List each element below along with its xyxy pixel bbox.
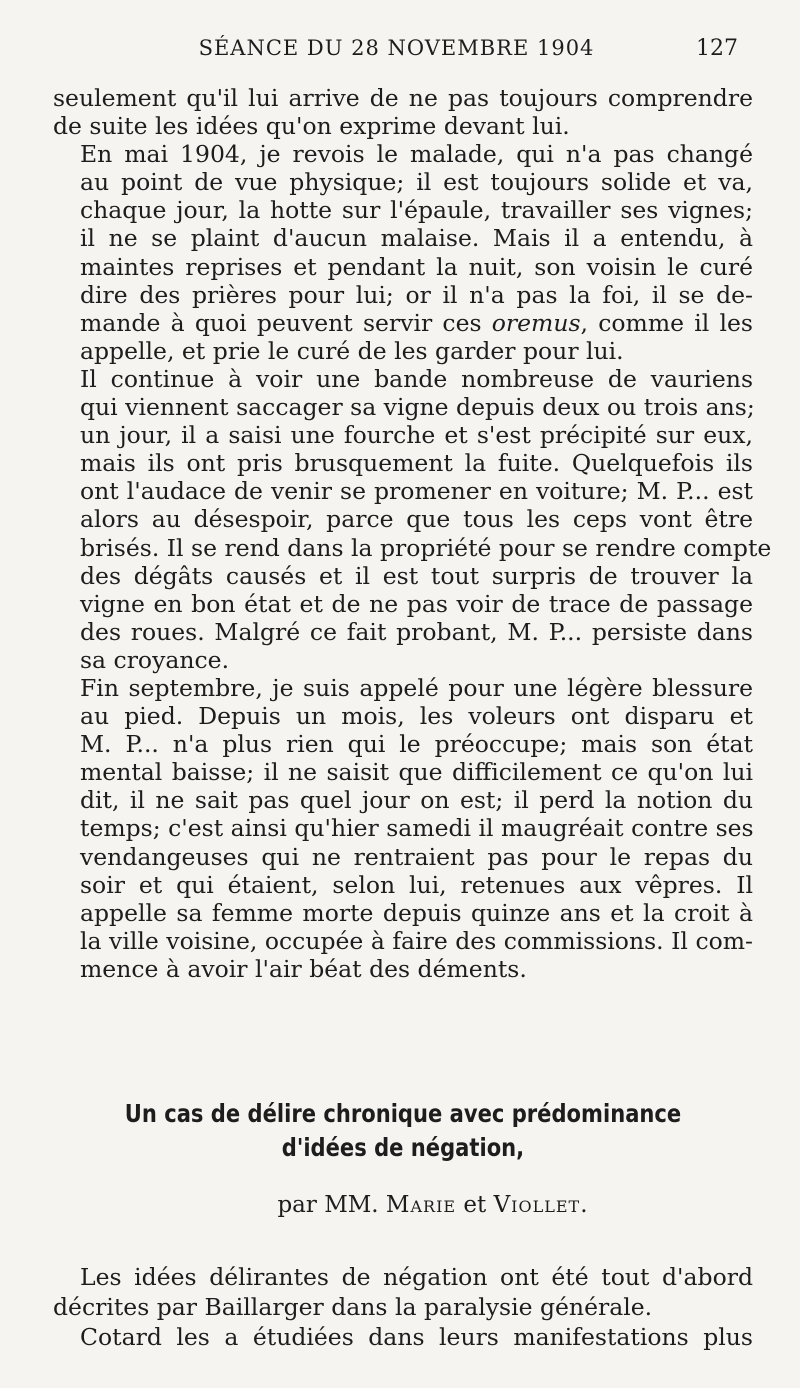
text-line: mande à quoi peuvent servir ces oremus, comme il les [80,308,753,337]
text-line: des roues. Malgré ce fait probant, M. P... persiste dans [80,617,753,646]
text-line: mais ils ont pris brusquement la fuite. Quelquefois ils [80,449,753,478]
text-line: M. P... n'a plus rien qui le préoccupe; mais son état [80,730,753,759]
text-line: brisés. Il se rend dans la propriété pour se rendre compte [80,533,772,562]
body-text [53,84,772,983]
paragraph [53,140,753,365]
text-line: dit, il ne sait pas quel jour on est; il perd la notion du [80,786,753,815]
text-line: dire des prières pour lui; or il n'a pas la foi, il se de- [80,280,753,309]
page-header [55,36,738,76]
text-line: En mai 1904, je revois le malade, qui n'a pas changé [80,140,753,169]
text-line: chaque jour, la hotte sur l'épaule, travailler ses vignes; [80,196,753,225]
text-line: au point de vue physique; il est toujours solide et va, [80,168,753,197]
text-line: vigne en bon état et de ne pas voir de trace de passage [80,589,753,618]
article-authors [53,1192,753,1218]
authors-conjunction: et [463,1192,487,1218]
text-line: il ne se plaint d'aucun malaise. Mais il a entendu, à [80,224,753,253]
text-line: sa croyance. [80,645,230,674]
text-line: la ville voisine, occupée à faire des commissions. Il com- [80,926,753,955]
author-marie: Marie [385,1192,457,1218]
text-line: qui viennent saccager sa vigne depuis deux ou trois ans; [80,393,755,422]
authors-prefix: par MM. [277,1192,379,1218]
text-line: appelle, et prie le curé de les garder pour lui. [80,336,624,365]
article-title-line-1: Un cas de délire chronique avec prédominance [124,1099,682,1128]
text-line: seulement qu'il lui arrive de ne pas toujours comprendre [53,84,753,112]
text-line: Les idées délirantes de négation ont été tout d'abord [80,1263,753,1291]
text-line: au pied. Depuis un mois, les voleurs ont disparu et [80,702,753,731]
text-line: vendangeuses qui ne rentraient pas pour le repas du [80,842,753,871]
text-line: mence à avoir l'air béat des déments. [80,954,527,983]
text-line: Il continue à voir une bande nombreuse de vauriens [80,364,753,393]
running-head: SÉANCE DU 28 NOVEMBRE 1904 [198,36,595,60]
text-line: des dégâts causés et il est tout surpris de trouver la [80,561,753,590]
text-line: mental baisse; il ne saisit que difficilement ce qu'on lui [80,758,753,787]
text-line: alors au désespoir, parce que tous les ceps vont être [80,505,753,534]
text-line: Fin septembre, je suis appelé pour une légère blessure [80,673,753,702]
text-line: Cotard les a étudiées dans leurs manifestations plus [80,1323,753,1351]
text-line: soir et qui étaient, selon lui, retenues aux vêpres. Il [80,870,753,899]
text-line: de suite les idées qu'on exprime devant lui. [53,112,570,141]
author-viollet: Viollet. [493,1192,589,1218]
text-line: décrites par Baillarger dans la paralysie générale. [53,1293,653,1321]
page-number: 127 [696,36,738,61]
paragraph [53,364,772,674]
text-line: appelle sa femme morte depuis quinze ans et la croit à [80,898,753,927]
text-line: un jour, il a saisi une fourche et s'est précipité sur eux, [80,421,753,450]
article-title [102,1097,704,1165]
article-title-line-2: d'idées de négation, [281,1133,525,1162]
text-line: temps; c'est ainsi qu'hier samedi il maugréait contre ses [80,814,754,843]
paragraph [53,84,753,140]
text-line: ont l'audace de venir se promener en voiture; M. P... est [80,477,753,506]
text-line: maintes reprises et pendant la nuit, son voisin le curé [80,252,753,281]
paragraph [53,674,753,983]
article-intro [53,1262,753,1352]
